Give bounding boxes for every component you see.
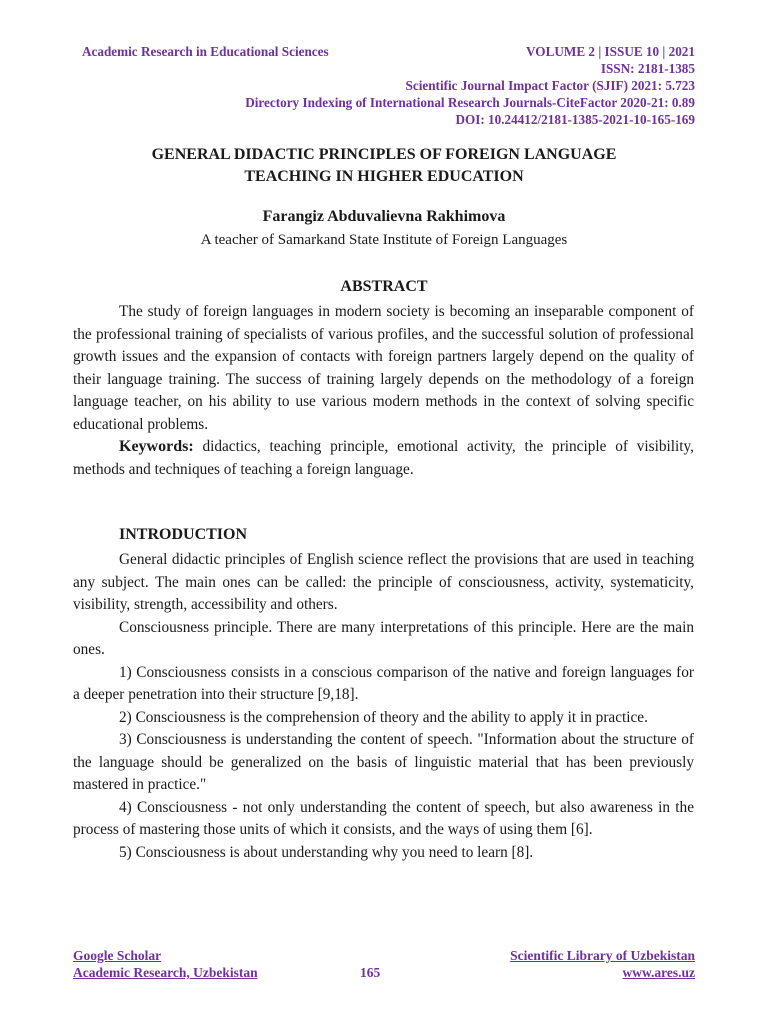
introduction-section — [73, 549, 694, 864]
abstract-section — [73, 301, 694, 481]
intro-paragraph: Consciousness principle. There are many interpretations of this principle. Here are the main ones. — [73, 618, 694, 658]
intro-paragraph: 1) Consciousness consists in a conscious comparison of the native and foreign languages for a deeper penetration into their structure [9,18]. — [73, 663, 694, 703]
author-name: Farangiz Abduvalievna Rakhimova — [262, 208, 506, 225]
doi: DOI: 10.24412/2181-1385-2021-10-165-169 — [455, 112, 695, 127]
article-title — [60, 144, 708, 188]
journal-name: Academic Research in Educational Sciences — [82, 44, 329, 59]
intro-paragraph: 5) Consciousness is about understanding why you need to learn [8]. — [119, 843, 534, 861]
intro-paragraph: General didactic principles of English science reflect the provisions that are used in teaching any subject. The main ones can be called: the principle of consciousness, activity, systematicity, visibility, strength, accessibility and others. — [73, 551, 694, 613]
title-line-2: TEACHING IN HIGHER EDUCATION — [244, 168, 524, 185]
author-affiliation: A teacher of Samarkand State Institute of Foreign Languages — [200, 232, 568, 248]
scientific-library-link[interactable]: Scientific Library of Uzbekistan — [510, 948, 695, 963]
keywords-paragraph — [73, 436, 694, 481]
intro-paragraph: 2) Consciousness is the comprehension of theory and the ability to apply it in practice. — [119, 708, 648, 726]
google-scholar-link[interactable]: Google Scholar — [73, 948, 162, 963]
citefactor-index: Directory Indexing of International Research Journals-CiteFactor 2020-21: 0.89 — [245, 95, 695, 110]
abstract-text: The study of foreign languages in modern society is becoming an inseparable component of the professional training of specialists of various profiles, and the successful solution of professional growth issues and the expansion of contacts with foreign partners largely depend on the quality of their language training. The success of training largely depends on the methodology of a foreign language teacher, on his ability to use various modern methods in the context of solving specific educational problems. — [73, 303, 694, 433]
keywords-label: Keywords: — [119, 438, 194, 455]
sjif-impact-factor: Scientific Journal Impact Factor (SJIF) 2021: 5.723 — [405, 78, 695, 93]
intro-paragraph: 3) Consciousness is understanding the content of speech. "Information about the structure of the language should be generalized on the basis of linguistic material that has been previously mastered in practice." — [73, 731, 694, 793]
website-link[interactable]: www.ares.uz — [622, 965, 695, 980]
page-number: 165 — [360, 965, 381, 980]
intro-paragraph: 4) Consciousness - not only understanding the content of speech, but also awareness in the process of mastering those units of which it consists, and the ways of using them [6]. — [73, 798, 694, 838]
issn: ISSN: 2181-1385 — [600, 61, 695, 76]
abstract-heading: ABSTRACT — [340, 278, 428, 295]
volume-issue: VOLUME 2 | ISSUE 10 | 2021 — [526, 44, 695, 59]
keywords-text: didactics, teaching principle, emotional activity, the principle of visibility, methods and techniques of teaching a foreign language. — [73, 438, 694, 478]
title-line-1: GENERAL DIDACTIC PRINCIPLES OF FOREIGN LANGUAGE — [151, 146, 617, 163]
academic-research-link[interactable]: Academic Research, Uzbekistan — [73, 965, 258, 980]
introduction-heading: INTRODUCTION — [119, 526, 248, 543]
